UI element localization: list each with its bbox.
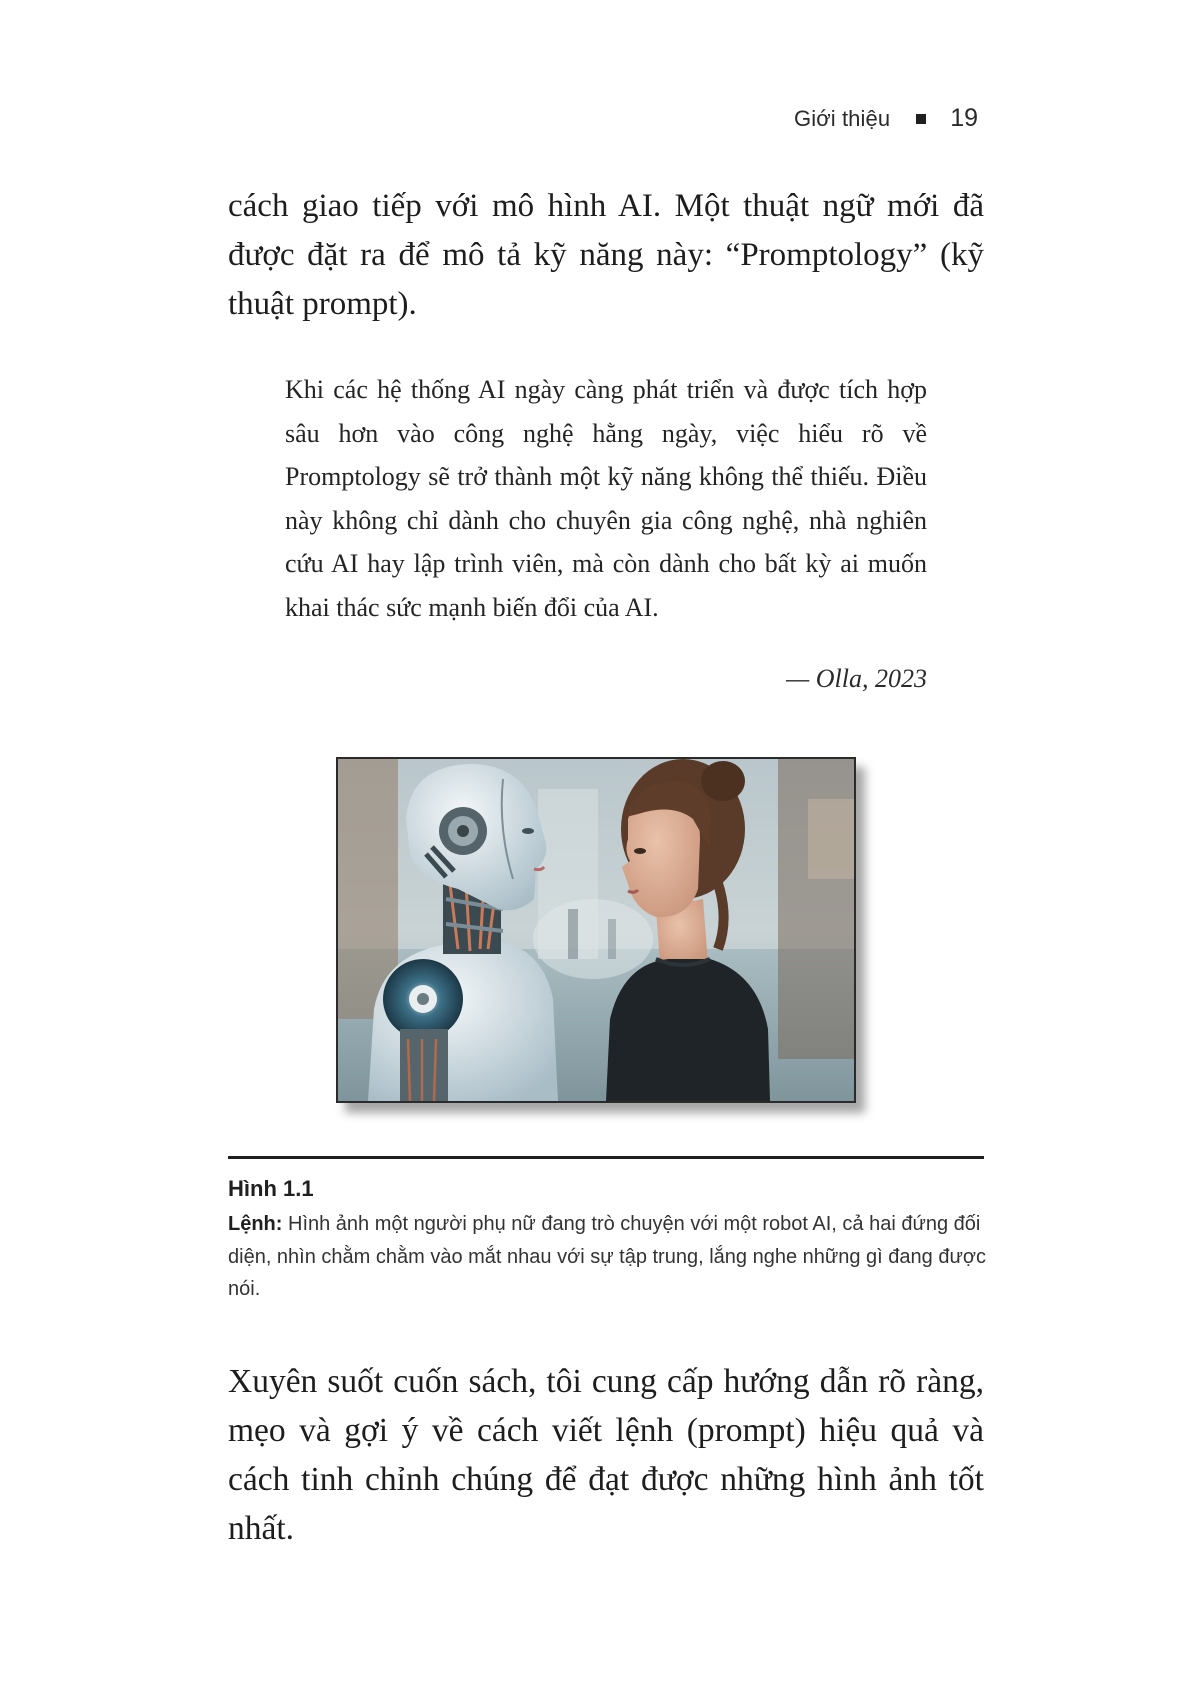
figure-prompt xyxy=(228,1208,988,1306)
prompt-text: Hình ảnh một người phụ nữ đang trò chuyện với một robot AI, cả hai đứng đối diện, nhìn chằm chằm vào mắt nhau với sự tập trung, lắng nghe những gì đang được nói. xyxy=(228,1213,986,1300)
body-paragraph-2: Xuyên suốt cuốn sách, tôi cung cấp hướng dẫn rõ ràng, mẹo và gợi ý về cách viết lệnh (prompt) hiệu quả và cách tinh chỉnh chúng để đạt được những hình ảnh tốt nhất. xyxy=(228,1363,984,1547)
figure-caption xyxy=(228,1176,988,1306)
block-quote: Khi các hệ thống AI ngày càng phát triển và được tích hợp sâu hơn vào công nghệ hằng ngày, việc hiểu rõ về Promptology sẽ trở thành một kỹ năng không thể thiếu. Điều này không chỉ dành cho chuyên gia công nghệ, nhà nghiên cứu AI hay lập trình viên, mà còn dành cho bất kỳ ai muốn khai thác sức mạnh biến đổi của AI. xyxy=(285,375,927,622)
running-header xyxy=(794,104,978,133)
figure-image xyxy=(336,757,856,1103)
header-square-bullet xyxy=(916,114,926,124)
header-section-title: Giới thiệu xyxy=(794,105,891,131)
body-paragraph-1: cách giao tiếp với mô hình AI. Một thuật ngữ mới đã được đặt ra để mô tả kỹ năng này: “Promptology” (kỹ thuật prompt). xyxy=(228,188,984,322)
page-number: 19 xyxy=(950,104,978,132)
figure-label: Hình 1.1 xyxy=(228,1176,314,1201)
robot-and-woman-illustration xyxy=(338,759,854,1101)
prompt-label: Lệnh: xyxy=(228,1213,283,1235)
figure-divider xyxy=(228,1156,984,1159)
quote-attribution: — Olla, 2023 xyxy=(786,664,927,693)
